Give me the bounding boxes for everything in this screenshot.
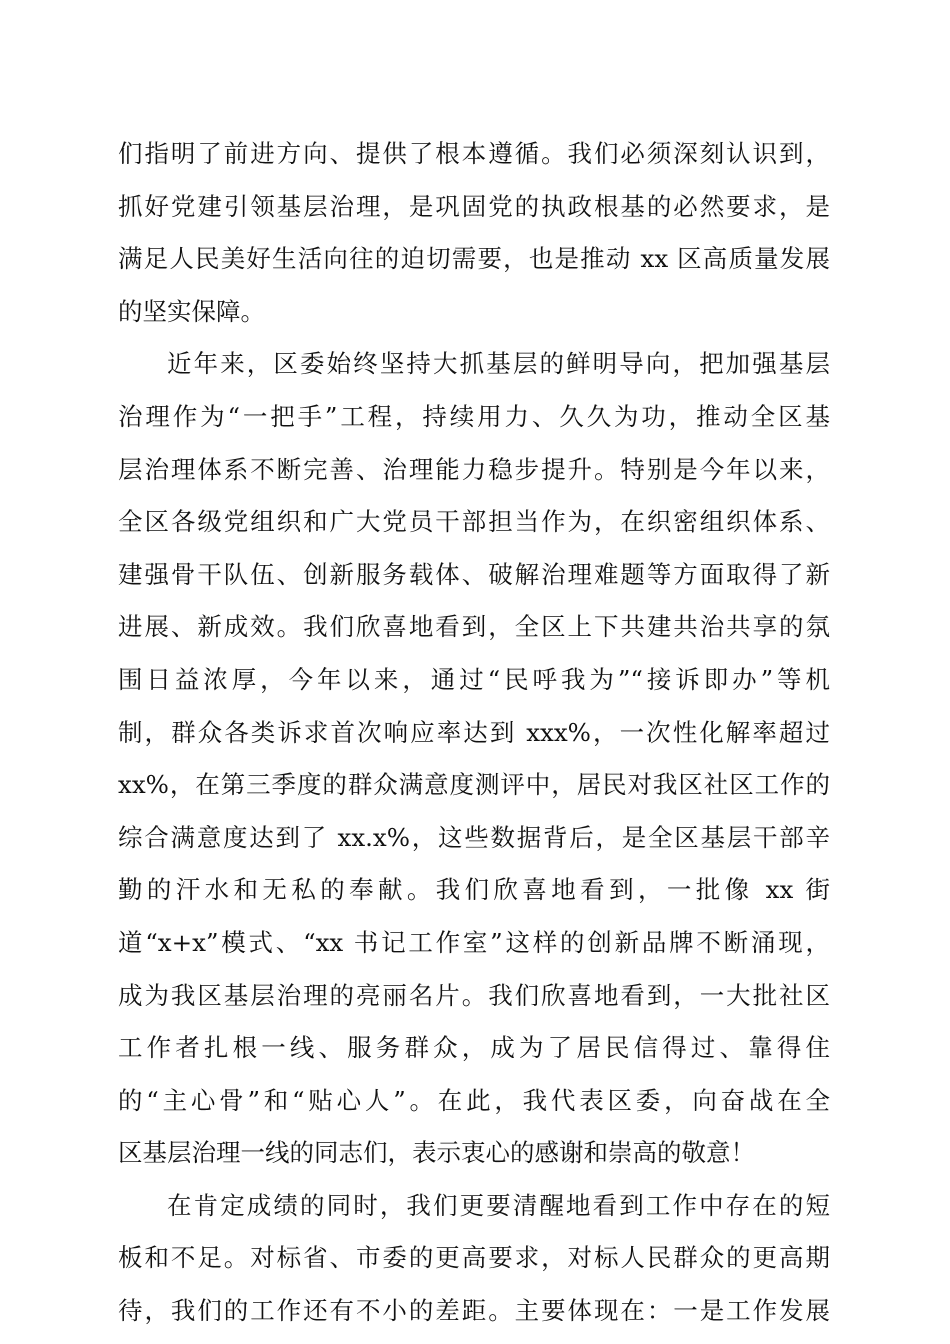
text-line: 抓好党建引领基层治理，是巩固党的执政根基的必然要求，是 — [118, 191, 830, 221]
text-line: 在肯定成绩的同时，我们更要清醒地看到工作中存在的短 — [167, 1190, 830, 1220]
text-line: 工作者扎根一线、服务群众，成为了居民信得过、靠得住 — [118, 1033, 830, 1063]
text-line: 建强骨干队伍、创新服务载体、破解治理难题等方面取得了新 — [118, 559, 830, 589]
body-text — [118, 128, 830, 1338]
text-line: 的“主心骨”和“贴心人”。在此，我代表区委，向奋战在全 — [118, 1085, 830, 1115]
text-line: 们指明了前进方向、提供了根本遵循。我们必须深刻认识到， — [118, 139, 830, 168]
text-line: 区基层治理一线的同志们，表示衷心的感谢和崇高的敬意！ — [118, 1138, 755, 1168]
text-line: 制，群众各类诉求首次响应率达到 xxx%，一次性化解率超过 — [118, 717, 830, 747]
text-line: 层治理体系不断完善、治理能力稳步提升。特别是今年以来， — [118, 454, 830, 484]
text-line: 全区各级党组织和广大党员干部担当作为，在织密组织体系、 — [118, 507, 830, 537]
text-line: 待，我们的工作还有不小的差距。主要体现在：一是工作发展 — [118, 1296, 830, 1326]
text-line: 道“x+x”模式、“xx 书记工作室”这样的创新品牌不断涌现， — [118, 927, 830, 957]
text-line: 治理作为“一把手”工程，持续用力、久久为功，推动全区基 — [118, 401, 830, 431]
text-line: 围日益浓厚，今年以来，通过“民呼我为”“接诉即办”等机 — [118, 664, 830, 694]
text-line: 近年来，区委始终坚持大抓基层的鲜明导向，把加强基层 — [167, 349, 830, 379]
text-line: xx%，在第三季度的群众满意度测评中，居民对我区社区工作的 — [118, 770, 830, 800]
text-line: 满足人民美好生活向往的迫切需要，也是推动 xx 区高质量发展 — [118, 244, 830, 274]
text-line: 综合满意度达到了 xx.x%，这些数据背后，是全区基层干部辛 — [118, 822, 830, 852]
text-line: 进展、新成效。我们欣喜地看到，全区上下共建共治共享的氛 — [118, 612, 830, 642]
text-line: 的坚实保障。 — [118, 296, 265, 326]
text-line: 板和不足。对标省、市委的更高要求，对标人民群众的更高期 — [118, 1243, 830, 1273]
text-line: 勤的汗水和无私的奉献。我们欣喜地看到，一批像 xx 街 — [118, 875, 830, 905]
text-line: 成为我区基层治理的亮丽名片。我们欣喜地看到，一大批社区 — [118, 980, 830, 1010]
